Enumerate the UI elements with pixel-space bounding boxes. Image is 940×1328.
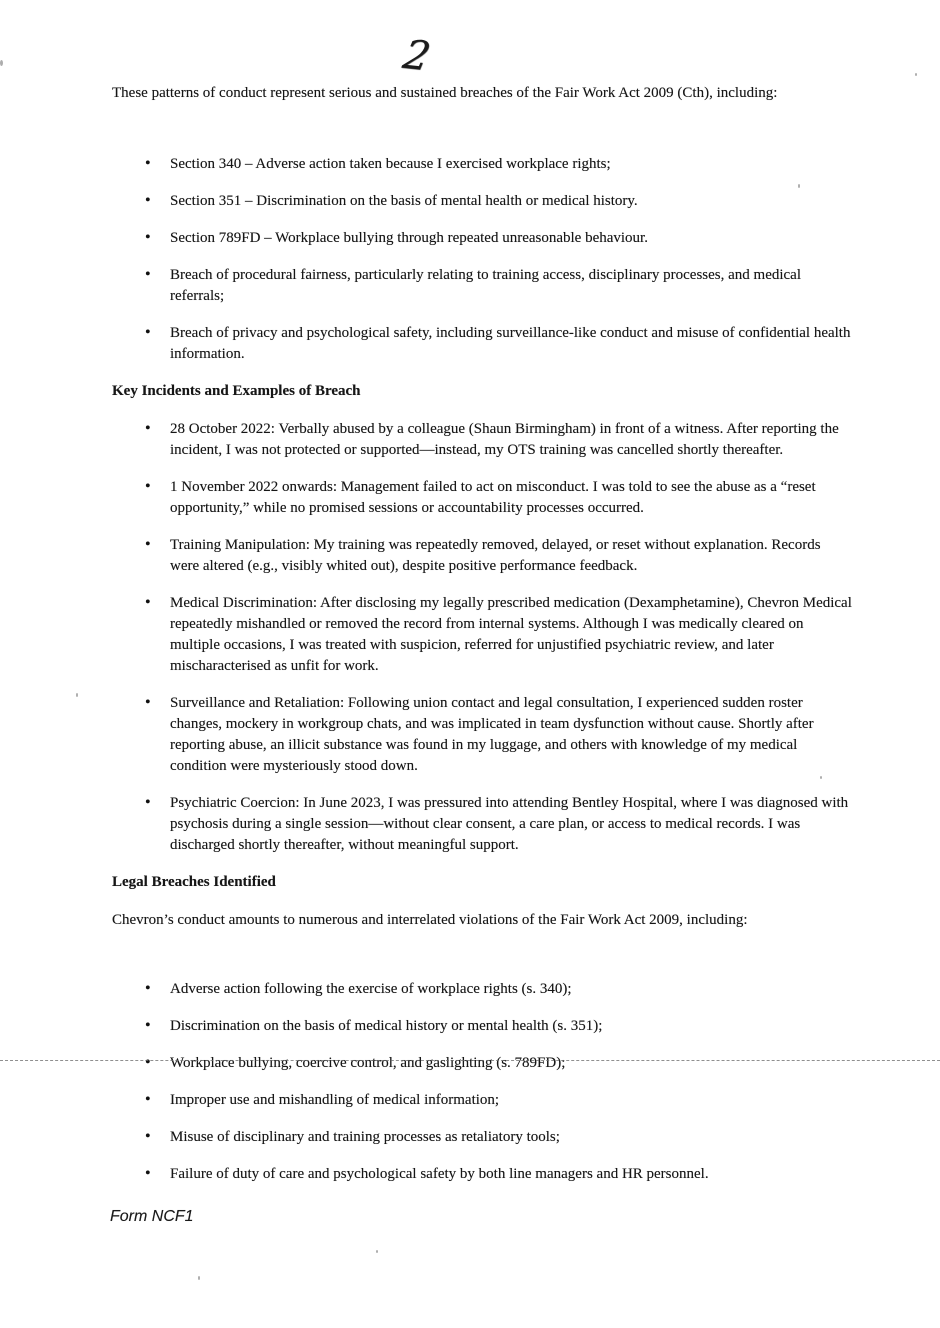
scan-artifact <box>76 693 78 697</box>
list-item: • Psychiatric Coercion: In June 2023, I was pressured into attending Bentley Hospital, where I was diagnosed with psychosis during a single session—without clear consent, a care plan, or access to medical records. I was discharged shortly thereafter, without meaningful support. <box>112 793 852 856</box>
list-item: • Section 789FD – Workplace bullying through repeated unreasonable behaviour. <box>112 228 852 249</box>
scan-artifact <box>198 1276 200 1280</box>
scan-artifact <box>798 184 800 188</box>
handwritten-page-number: 2 <box>399 32 435 80</box>
list-item: • Workplace bullying, coercive control, and gaslighting (s. 789FD); <box>112 1053 852 1074</box>
list-item: • 1 November 2022 onwards: Management failed to act on misconduct. I was told to see the abuse as a “reset opportunity,” while no promised sessions or accountability processes occurred. <box>112 477 852 519</box>
list-item: • Breach of privacy and psychological safety, including surveillance-like conduct and misuse of confidential health information. <box>112 323 852 365</box>
scan-fold-dashed-line <box>0 1060 940 1061</box>
list-item: • Breach of procedural fairness, particularly relating to training access, disciplinary processes, and medical referrals; <box>112 265 852 307</box>
list-item: • Improper use and mishandling of medical information; <box>112 1090 852 1111</box>
list-item: • 28 October 2022: Verbally abused by a colleague (Shaun Birmingham) in front of a witness. After reporting the incident, I was not protected or supported—instead, my OTS training was cancelled shortly thereafter. <box>112 419 852 461</box>
key-incidents-heading: Key Incidents and Examples of Breach <box>112 383 361 399</box>
document-body <box>112 83 852 1201</box>
key-incidents-list <box>112 419 852 856</box>
legal-breaches-list <box>112 979 852 1185</box>
list-item: • Adverse action following the exercise of workplace rights (s. 340); <box>112 979 852 1000</box>
scan-artifact <box>820 776 822 779</box>
intro-paragraph: These patterns of conduct represent serious and sustained breaches of the Fair Work Act 2009 (Cth), including: <box>112 85 778 101</box>
scan-artifact <box>915 73 917 76</box>
scan-artifact <box>0 60 3 66</box>
list-item: • Training Manipulation: My training was repeatedly removed, delayed, or reset without explanation. Records were altered (e.g., visibly whited out), despite positive performance feedback. <box>112 535 852 577</box>
form-footer-label: Form NCF1 <box>110 1208 194 1225</box>
list-item: • Surveillance and Retaliation: Following union contact and legal consultation, I experienced sudden roster changes, mockery in workgroup chats, and was implicated in team dysfunction without cause. Shortly after reporting abuse, an illicit substance was found in my luggage, and others with knowledge of my medical condition were mysteriously stood down. <box>112 693 852 777</box>
list-item: • Section 340 – Adverse action taken because I exercised workplace rights; <box>112 154 852 175</box>
list-item: • Misuse of disciplinary and training processes as retaliatory tools; <box>112 1127 852 1148</box>
list-item: • Failure of duty of care and psychological safety by both line managers and HR personnel. <box>112 1164 852 1185</box>
scan-artifact <box>376 1250 378 1253</box>
legal-breaches-heading: Legal Breaches Identified <box>112 874 276 890</box>
legal-breaches-intro: Chevron’s conduct amounts to numerous and interrelated violations of the Fair Work Act 2009, including: <box>112 912 748 928</box>
list-item: • Discrimination on the basis of medical history or mental health (s. 351); <box>112 1016 852 1037</box>
list-item: • Medical Discrimination: After disclosing my legally prescribed medication (Dexamphetamine), Chevron Medical repeatedly mishandled or removed the record from internal systems. Although I was medically cleared on multiple occasions, I was treated with suspicion, referred for unjustified psychiatric review, and later mischaracterised as unfit for work. <box>112 593 852 677</box>
breach-sections-list <box>112 154 852 365</box>
list-item: • Section 351 – Discrimination on the basis of mental health or medical history. <box>112 191 852 212</box>
